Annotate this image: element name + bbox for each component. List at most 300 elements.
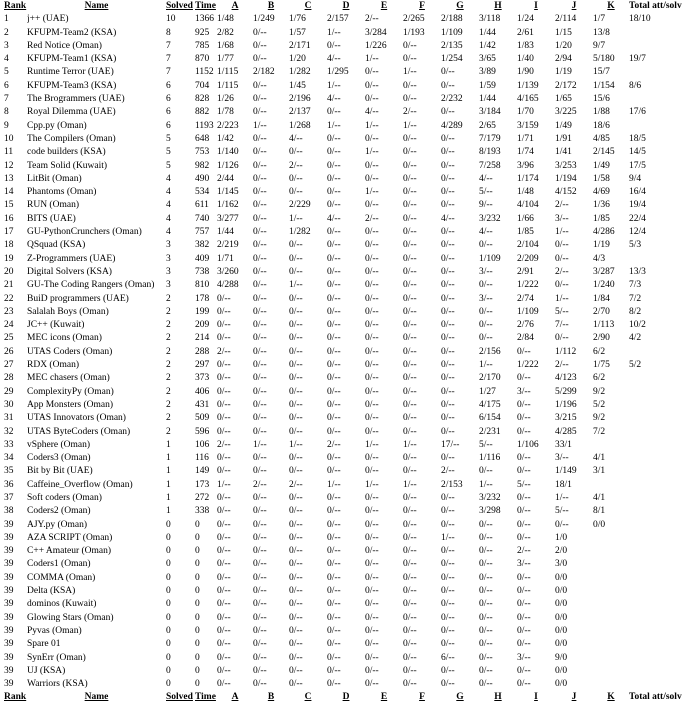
solved-cell: 2 [166,386,171,397]
problem-d-cell: 0/-- [327,506,341,517]
time-cell: 0 [195,559,200,570]
problem-j-cell: 33/1 [555,439,572,450]
problem-c-cell: 2/-- [289,479,303,490]
solved-cell: 1 [166,466,171,477]
problem-h-cell: 3/184 [479,107,501,118]
problem-b-cell: 1/-- [253,120,267,131]
problem-i-cell: 0/-- [517,586,531,597]
time-cell: 288 [195,346,210,357]
problem-i-cell: 3/-- [517,559,531,570]
problem-a-cell: 0/-- [217,492,231,503]
problem-c-header[interactable]: C [304,1,312,11]
team-name-cell: COMMA (Oman) [27,572,96,583]
table-row [0,638,687,651]
time-header[interactable]: Time [195,1,216,11]
table-row [0,160,687,173]
problem-b-cell: 0/-- [253,386,267,397]
problem-d-cell: 0/-- [327,266,341,277]
problem-b-cell: 0/-- [253,227,267,238]
total-cell [629,678,687,691]
problem-h-cell: 0/-- [479,333,493,344]
problem-e-cell: 0/-- [365,559,379,570]
problem-b-cell: 0/-- [253,559,267,570]
table-row [0,253,687,266]
problem-e-cell: 0/-- [365,80,379,91]
total-cell: 4/2 [629,333,642,344]
problem-b-cell: 0/-- [253,160,267,171]
team-name-cell: Soft coders (Oman) [27,492,102,503]
rank-cell: 39 [4,625,14,636]
problem-f-cell: 0/-- [403,492,417,503]
problem-b-cell: 0/-- [253,40,267,51]
solved-cell: 3 [166,253,171,264]
problem-i-cell: 1/83 [517,40,534,51]
total-cell [629,598,687,611]
problem-k-cell: 6/2 [593,373,606,384]
solved-cell: 0 [166,612,171,623]
problem-h-header[interactable]: H [494,1,502,11]
problem-h-cell: 4/-- [479,173,493,184]
problem-h-cell: 0/-- [479,532,493,543]
problem-h-cell: 7/179 [479,133,501,144]
problem-e-cell: 0/-- [365,200,379,211]
problem-k-cell: 1/58 [593,173,610,184]
problem-j-cell: 2/94 [555,54,572,65]
problem-i-cell: 0/-- [517,426,531,437]
team-name-cell: The Compilers (Oman) [27,133,116,144]
solved-header[interactable]: Solved [166,1,193,11]
rank-cell: 23 [4,306,14,317]
table-row [0,213,687,226]
solved-cell: 2 [166,413,171,424]
problem-c-cell: 1/-- [289,280,303,291]
team-name-cell: Phantoms (Oman) [27,187,97,198]
problem-a-cell: 1/-- [217,479,231,490]
problem-i-cell: 0/-- [517,612,531,623]
problem-g-cell: 0/-- [441,386,455,397]
time-cell: 373 [195,373,210,384]
rank-cell: 27 [4,360,14,371]
total-cell [629,585,687,598]
problem-e-cell: 0/-- [365,360,379,371]
team-name-cell: Bit by Bit (UAE) [27,466,93,477]
total-cell: 13/3 [629,266,646,277]
problem-b-cell: 0/-- [253,54,267,65]
problem-h-cell: 1/-- [479,360,493,371]
problem-h-cell: 0/-- [479,639,493,650]
table-row [0,598,687,611]
problem-j-footer[interactable]: J [571,692,577,703]
problem-f-header[interactable]: F [419,1,425,11]
total-cell: 10/2 [629,320,646,331]
problem-k-cell: 4/69 [593,187,610,198]
rank-cell: 34 [4,453,14,464]
problem-i-cell: 1/70 [517,107,534,118]
total-cell [629,665,687,678]
team-name-cell: Digital Solvers (KSA) [27,266,112,277]
problem-h-cell: 2/156 [479,346,501,357]
total-cell [629,386,687,399]
table-row [0,505,687,518]
problem-e-cell: 0/-- [365,293,379,304]
problem-j-cell: 2/-- [555,266,569,277]
problem-a-cell: 1/26 [217,94,234,105]
problem-a-footer[interactable]: A [231,692,239,703]
problem-a-cell: 1/42 [217,133,234,144]
rank-cell: 31 [4,413,14,424]
table-row [0,372,687,385]
table-row [0,558,687,571]
table-row [0,545,687,558]
rank-cell: 39 [4,546,14,557]
solved-cell: 2 [166,426,171,437]
problem-j-header[interactable]: J [571,1,577,11]
time-cell: 704 [195,80,210,91]
problem-g-cell: 0/-- [441,639,455,650]
time-cell: 785 [195,40,210,51]
problem-h-cell: 3/232 [479,492,501,503]
team-name-cell: Royal Dilemma (UAE) [27,107,116,118]
problem-i-cell: 1/71 [517,133,534,144]
problem-i-header[interactable]: I [534,1,538,11]
problem-a-cell: 0/-- [217,306,231,317]
solved-cell: 3 [166,266,171,277]
problem-d-header[interactable]: D [342,1,350,11]
problem-k-cell: 4/85 [593,133,610,144]
problem-e-cell: 0/-- [365,492,379,503]
problem-f-cell: 0/-- [403,413,417,424]
solved-cell: 8 [166,27,171,38]
problem-d-cell: 0/-- [327,599,341,610]
problem-j-cell: 0/-- [555,519,569,530]
problem-e-cell: 1/-- [365,147,379,158]
problem-b-cell: 0/-- [253,426,267,437]
problem-c-cell: 0/-- [289,532,303,543]
problem-j-cell: 1/196 [555,399,577,410]
time-cell: 611 [195,200,209,211]
table-row [0,319,687,332]
problem-b-cell: 0/-- [253,373,267,384]
problem-a-cell: 0/-- [217,599,231,610]
problem-a-cell: 0/-- [217,639,231,650]
time-cell: 490 [195,173,210,184]
problem-i-footer[interactable]: I [534,692,538,703]
problem-h-footer[interactable]: H [494,692,502,703]
table-row [0,492,687,505]
problem-e-header[interactable]: E [380,1,388,11]
total-cell [629,66,687,79]
problem-k-cell [593,678,629,691]
problem-f-cell: 0/-- [403,333,417,344]
problem-e-cell: 0/-- [365,426,379,437]
problem-j-cell: 18/1 [555,479,572,490]
problem-j-cell: 1/20 [555,40,572,51]
problem-j-cell: 0/0 [555,625,568,636]
problem-j-cell: 0/0 [555,572,568,583]
team-name-cell: GU-PythonCrunchers (Oman) [27,227,142,238]
problem-g-cell: 2/135 [441,40,463,51]
time-cell: 828 [195,94,210,105]
table-row [0,612,687,625]
problem-i-cell: 0/-- [517,519,531,530]
problem-k-cell: 3/287 [593,266,615,277]
problem-j-cell: 1/65 [555,94,572,105]
problem-i-cell: 0/-- [517,639,531,650]
problem-c-cell: 2/137 [289,107,311,118]
name-footer[interactable]: Name [84,692,109,703]
time-cell: 810 [195,280,210,291]
solved-cell: 6 [166,120,171,131]
problem-h-cell: 2/231 [479,426,501,437]
problem-e-cell: 0/-- [365,506,379,517]
rank-cell: 5 [4,67,9,78]
table-row [0,359,687,372]
rank-cell: 39 [4,679,14,690]
problem-d-cell: 2/-- [327,439,341,450]
problem-h-cell: 3/65 [479,54,496,65]
problem-i-cell: 3/96 [517,160,534,171]
problem-e-cell: 0/-- [365,373,379,384]
problem-j-cell: 1/19 [555,67,572,78]
total-cell [629,40,687,53]
team-name-cell: C++ Amateur (Oman) [27,546,112,557]
problem-g-cell: 17/-- [441,439,460,450]
total-cell: 18/10 [629,14,651,25]
problem-i-cell: 2/61 [517,27,534,38]
problem-h-cell: 0/-- [479,665,493,676]
table-row [0,652,687,665]
problem-g-footer[interactable]: G [456,692,464,703]
problem-i-cell: 1/48 [517,187,534,198]
problem-d-cell: 0/-- [327,200,341,211]
total-footer: Total att/solv [629,692,682,703]
rank-cell: 4 [4,54,9,65]
problem-k-cell: 1/75 [593,360,610,371]
problem-e-cell: 0/-- [365,386,379,397]
problem-k-cell: 9/7 [593,40,606,51]
table-row [0,465,687,478]
problem-d-cell: 0/-- [327,532,341,543]
problem-e-cell: 0/-- [365,612,379,623]
problem-f-cell: 0/-- [403,253,417,264]
solved-cell: 5 [166,133,171,144]
total-cell [629,532,687,545]
rank-cell: 39 [4,652,14,663]
problem-b-cell: 0/-- [253,253,267,264]
problem-f-cell: 0/-- [403,625,417,636]
problem-b-cell: 0/-- [253,399,267,410]
problem-b-cell: 0/-- [253,586,267,597]
problem-k-header[interactable]: K [607,1,615,11]
rank-cell: 32 [4,426,14,437]
problem-a-header[interactable]: A [231,1,239,11]
problem-d-cell: 0/-- [327,652,341,663]
problem-a-cell: 1/162 [217,200,239,211]
problem-h-cell: 0/-- [479,599,493,610]
time-cell: 870 [195,54,210,65]
problem-e-cell: 0/-- [365,306,379,317]
problem-i-cell: 4/165 [517,94,539,105]
time-cell: 925 [195,27,210,38]
problem-f-cell: 0/-- [403,160,417,171]
problem-f-cell: 0/-- [403,373,417,384]
total-cell [629,638,687,651]
problem-d-cell: 0/-- [327,360,341,371]
total-cell: 14/5 [629,147,646,158]
time-footer[interactable]: Time [195,692,216,703]
table-row [0,13,687,26]
problem-i-cell: 3/159 [517,120,539,131]
problem-i-cell: 1/90 [517,67,534,78]
problem-b-cell: 0/-- [253,360,267,371]
time-cell: 0 [195,532,200,543]
problem-c-cell: 4/-- [289,133,303,144]
problem-e-footer[interactable]: E [380,692,388,703]
solved-cell: 3 [166,280,171,291]
problem-c-cell: 1/282 [289,227,311,238]
problem-f-cell: 0/-- [403,559,417,570]
total-cell [629,625,687,638]
problem-k-cell: 13/8 [593,27,610,38]
problem-g-cell: 0/-- [441,492,455,503]
problem-e-cell: 2/-- [365,14,379,25]
problem-f-cell: 0/-- [403,80,417,91]
problem-h-cell: 3/232 [479,213,501,224]
problem-d-cell: 0/-- [327,466,341,477]
total-cell [629,120,687,133]
problem-f-footer[interactable]: F [419,692,425,703]
problem-b-header[interactable]: B [267,1,275,11]
table-row [0,106,687,119]
time-cell: 1152 [195,67,214,78]
team-name-cell: Warriors (KSA) [27,679,88,690]
problem-e-cell: 0/-- [365,253,379,264]
problem-e-cell: 0/-- [365,639,379,650]
problem-i-cell: 1/66 [517,213,534,224]
problem-e-cell: 0/-- [365,67,379,78]
problem-b-cell: 0/-- [253,546,267,557]
problem-k-cell: 5/2 [593,399,606,410]
table-row [0,93,687,106]
problem-h-cell: 0/-- [479,306,493,317]
problem-i-cell: 0/-- [517,532,531,543]
problem-e-cell: 0/-- [365,133,379,144]
team-name-cell: Z-Programmers (UAE) [27,253,116,264]
problem-f-cell: 1/-- [403,439,417,450]
problem-h-cell: 0/-- [479,572,493,583]
team-name-cell: MEC chasers (Oman) [27,373,110,384]
problem-e-cell: 0/-- [365,519,379,530]
problem-f-cell: 0/-- [403,652,417,663]
problem-h-cell: 3/89 [479,67,496,78]
problem-k-cell: 4/1 [593,492,606,503]
problem-f-cell: 0/-- [403,54,417,65]
problem-j-cell: 4/152 [555,187,577,198]
solved-cell: 2 [166,333,171,344]
total-cell [629,27,687,40]
solved-cell: 6 [166,94,171,105]
problem-b-cell: 2/182 [253,67,275,78]
problem-d-footer[interactable]: D [342,692,350,703]
time-cell: 0 [195,665,200,676]
problem-b-cell: 0/-- [253,612,267,623]
problem-d-cell: 0/-- [327,386,341,397]
problem-b-cell: 0/-- [253,333,267,344]
team-name-cell: Coders3 (Oman) [27,453,91,464]
problem-k-footer[interactable]: K [607,692,615,703]
problem-d-cell: 0/-- [327,546,341,557]
problem-g-cell: 0/-- [441,240,455,251]
rank-cell: 39 [4,572,14,583]
problem-b-cell: 0/-- [253,266,267,277]
problem-i-cell: 2/74 [517,293,534,304]
total-cell [629,519,687,532]
rank-cell: 39 [4,599,14,610]
problem-a-cell: 1/140 [217,147,239,158]
problem-c-cell: 0/-- [289,639,303,650]
problem-i-cell: 1/174 [517,173,539,184]
problem-k-cell [593,638,629,651]
problem-b-cell: 0/-- [253,200,267,211]
problem-b-footer[interactable]: B [267,692,275,703]
rank-cell: 39 [4,612,14,623]
rank-cell: 39 [4,559,14,570]
name-header[interactable]: Name [84,1,109,11]
problem-b-cell: 0/-- [253,665,267,676]
problem-k-cell: 1/113 [593,320,615,331]
problem-k-cell: 15/7 [593,67,610,78]
problem-c-cell: 0/-- [289,147,303,158]
problem-d-cell: 0/-- [327,306,341,317]
solved-cell: 0 [166,559,171,570]
problem-e-cell: 0/-- [365,679,379,690]
problem-i-cell: 2/84 [517,333,534,344]
problem-h-cell: 4/-- [479,227,493,238]
problem-k-cell: 18/6 [593,120,610,131]
problem-g-cell: 0/-- [441,546,455,557]
problem-e-cell: 0/-- [365,94,379,105]
problem-a-cell: 0/-- [217,293,231,304]
problem-e-cell: 1/-- [365,120,379,131]
rank-header[interactable]: Rank [4,1,27,11]
solved-cell: 2 [166,360,171,371]
problem-f-cell: 0/-- [403,612,417,623]
problem-c-footer[interactable]: C [304,692,312,703]
problem-f-cell: 0/-- [403,453,417,464]
solved-cell: 2 [166,399,171,410]
team-name-cell: BITS (UAE) [27,213,76,224]
solved-footer[interactable]: Solved [166,692,193,703]
problem-b-cell: 0/-- [253,679,267,690]
problem-b-cell: 0/-- [253,625,267,636]
problem-c-cell: 0/-- [289,586,303,597]
problem-g-header[interactable]: G [456,1,464,11]
problem-j-cell: 4/285 [555,426,577,437]
problem-c-cell: 0/-- [289,559,303,570]
problem-d-cell: 0/-- [327,40,341,51]
table-row [0,293,687,306]
problem-e-cell: 0/-- [365,227,379,238]
problem-k-cell: 1/49 [593,160,610,171]
problem-k-cell: 1/240 [593,280,615,291]
problem-c-cell: 0/-- [289,373,303,384]
problem-j-cell: 1/-- [555,492,569,503]
rank-cell: 28 [4,373,14,384]
table-row [0,625,687,638]
rank-footer[interactable]: Rank [4,692,27,703]
problem-g-cell: 1/254 [441,54,463,65]
problem-j-cell: 2/114 [555,14,577,25]
